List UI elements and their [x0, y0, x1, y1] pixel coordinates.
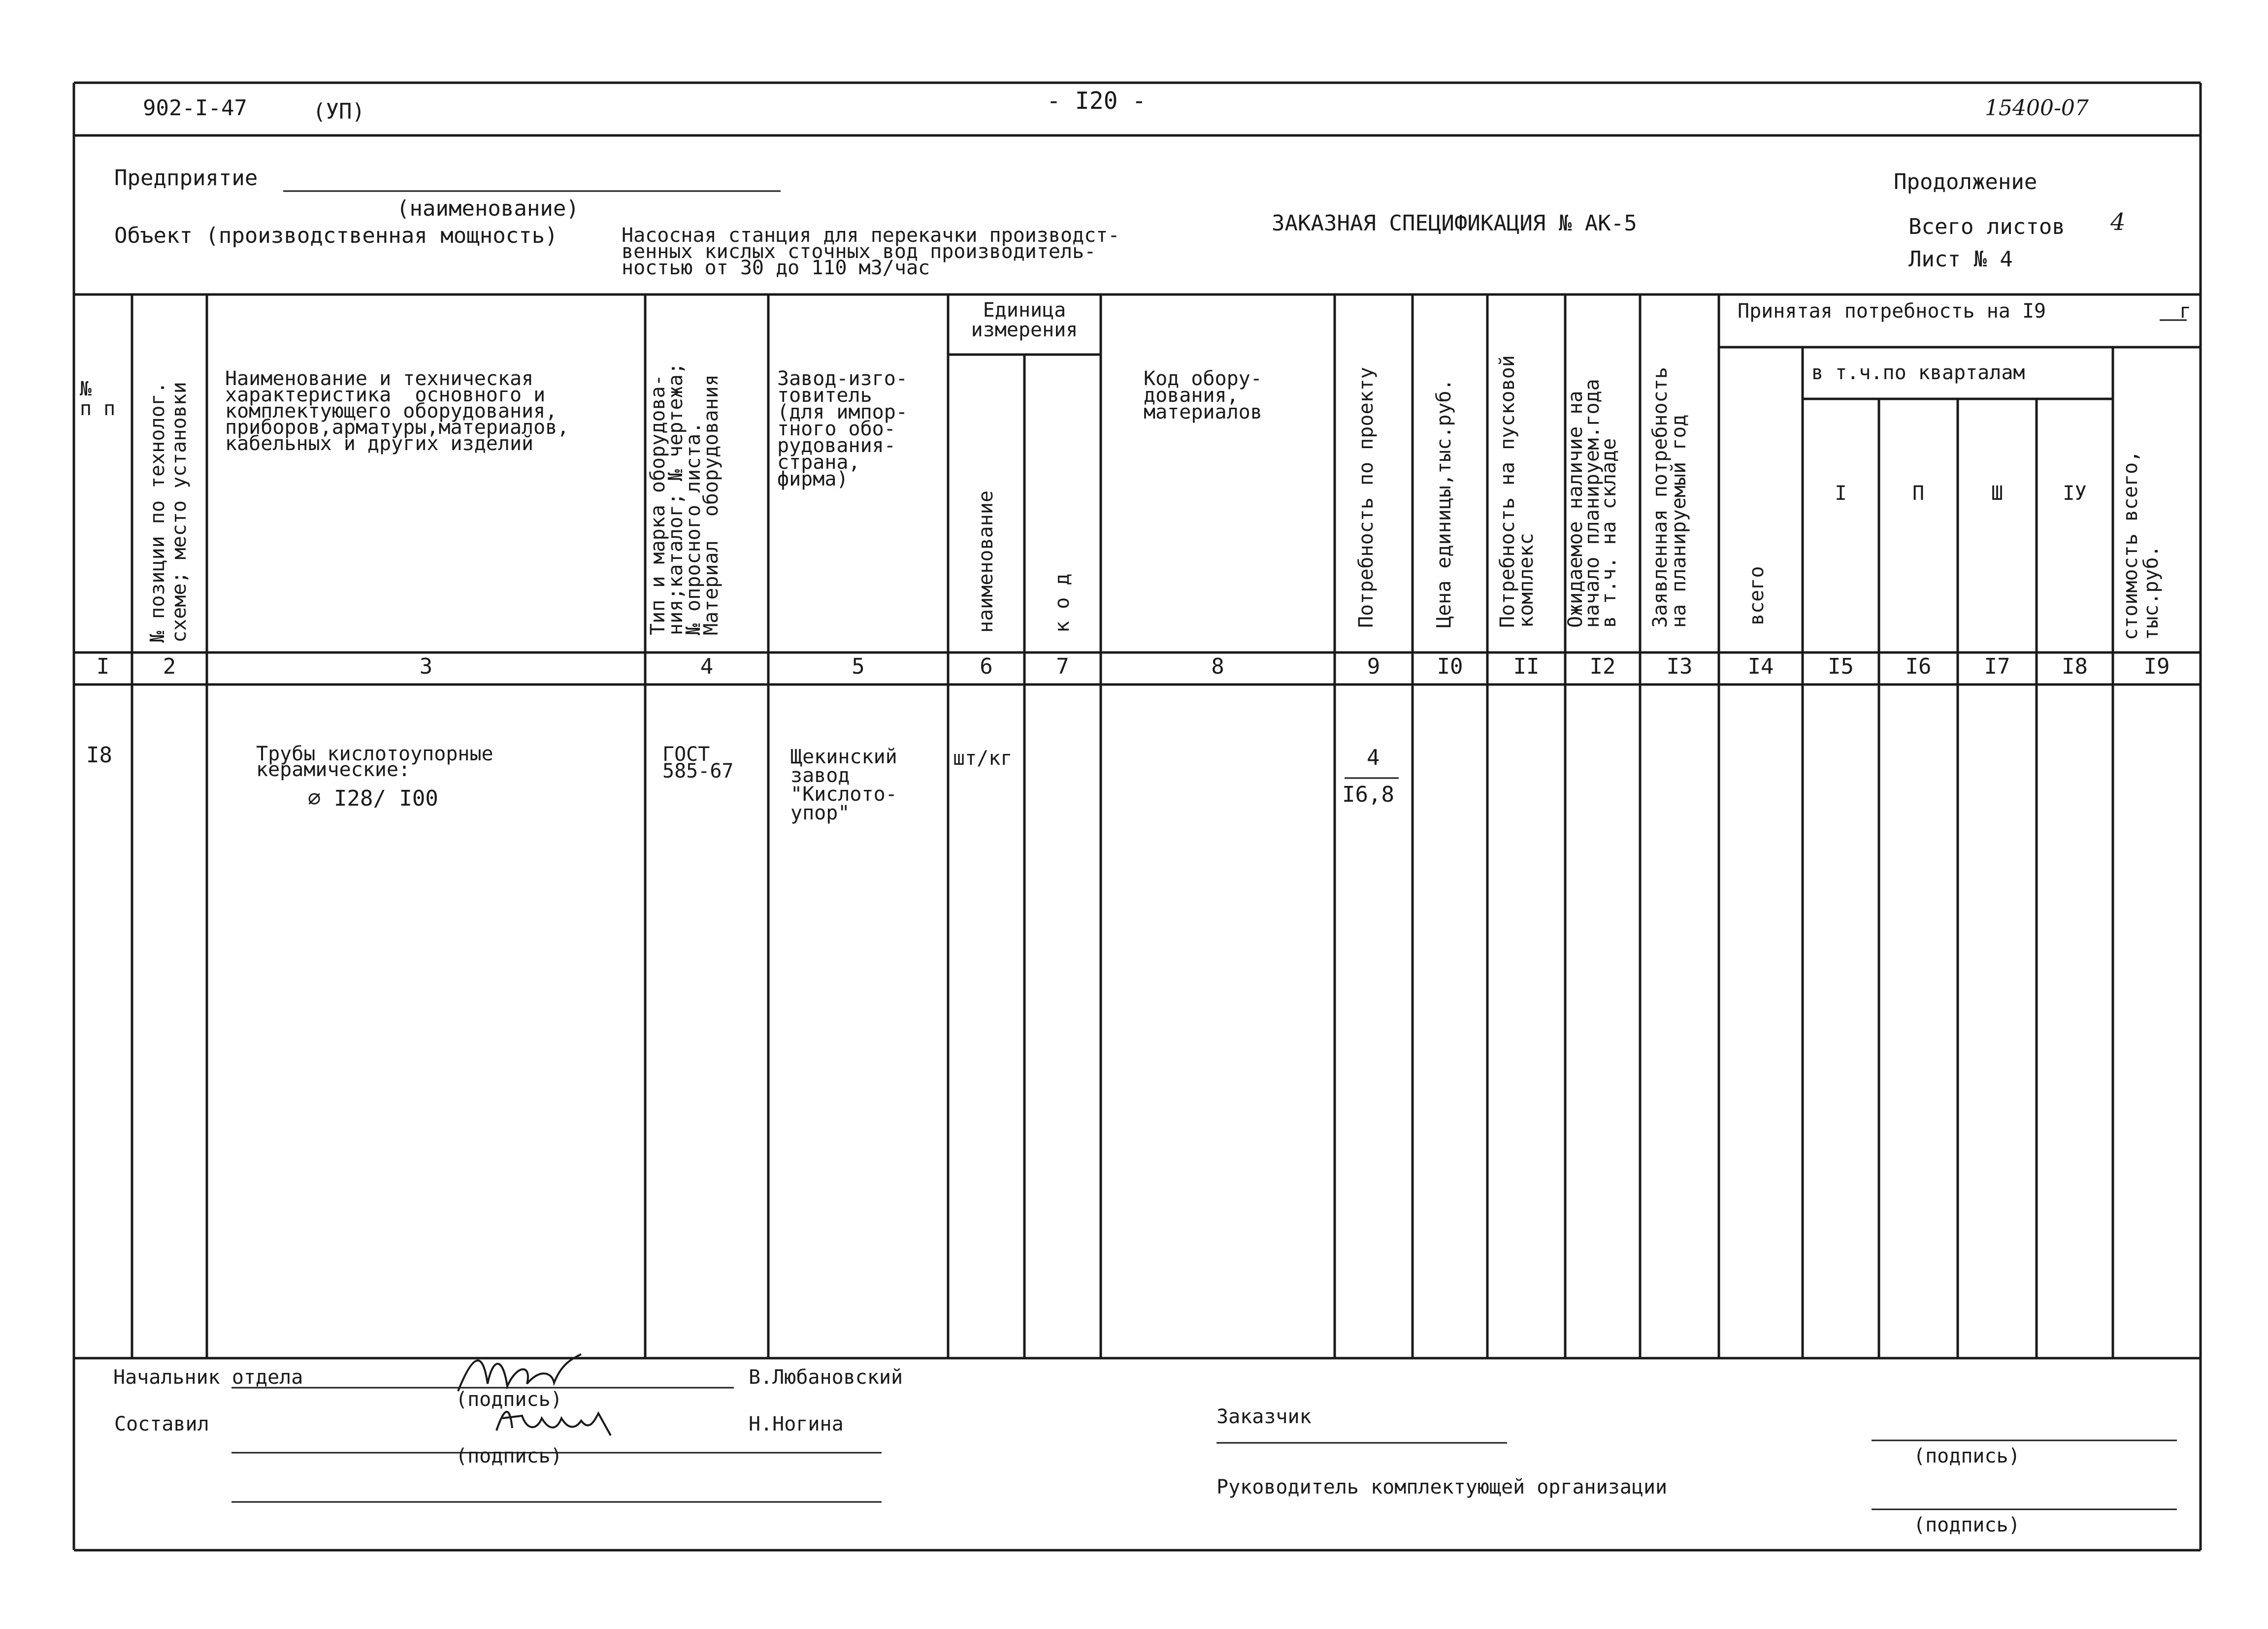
col-header-unit-code: к о д	[1051, 573, 1074, 633]
org-head-label: Руководитель комплектующей организации	[1216, 1476, 1668, 1499]
column-number-5: 5	[852, 654, 865, 679]
col-header-total: всего	[1745, 566, 1768, 625]
row-qty-pieces: 4	[1367, 745, 1380, 770]
total-sheets-label: Всего листов	[1908, 214, 2065, 239]
column-number-1: I	[96, 654, 110, 679]
col-header-total-cost: стоимость всего, тыс.руб.	[2119, 450, 2163, 640]
column-number-19: I9	[2143, 654, 2170, 679]
compiler-name: Н.Ногина	[749, 1413, 844, 1435]
enterprise-label: Предприятие	[114, 165, 258, 191]
col-header-quarter-1: I	[1835, 482, 1847, 505]
col-header-accepted-group: Принятая потребность на I9	[1738, 300, 2046, 323]
row-unit: шт/кг	[953, 747, 1013, 770]
row-item-name: Трубы кислотоупорные керамические:	[256, 743, 493, 781]
continuation-label: Продолжение	[1894, 169, 2038, 195]
col-header-quarter-4: IУ	[2063, 482, 2087, 505]
department-head-name: В.Любановский	[749, 1366, 903, 1389]
compiler-label: Составил	[114, 1413, 209, 1435]
col-header-unit-name: наименование	[975, 490, 997, 633]
col-header-unit-price: Цена единицы,тыс.руб.	[1433, 379, 1455, 628]
col-header-quarter-2: П	[1912, 482, 1925, 505]
col-header-number: № п п	[80, 378, 116, 420]
object-value: Насосная станция для перекачки производст- венных кислых сточных вод производитель- ностью от 30 до 110 м3/час	[622, 224, 1120, 279]
col-header-maker: Завод-изго- товитель (для импор- тного обо- рудования- страна, фирма)	[777, 367, 908, 490]
row-qty-weight: I6,8	[1342, 782, 1394, 807]
row-item-size: ∅ I28/ I00	[308, 786, 438, 811]
enterprise-name-hint: (наименование)	[396, 196, 579, 221]
signature-hint-1: (подпись)	[456, 1388, 562, 1411]
compiler-signature	[493, 1401, 621, 1440]
column-number-7: 7	[1056, 654, 1069, 679]
col-header-type: Тип и марка оборудова- ния;каталог; № чертежа; № опросного листа. Материал оборудования	[647, 362, 723, 635]
col-header-accepted-year-suffix: г	[2179, 300, 2192, 323]
department-head-label: Начальник отдела	[113, 1366, 303, 1389]
row-manufacturer: Щекинский завод "Кислото- упор"	[790, 746, 897, 824]
column-number-2: 2	[163, 654, 176, 679]
col-header-expected-stock: Ожидаемое наличие на начало планируем.года в т.ч. на складе	[1564, 379, 1620, 628]
column-number-18: I8	[2062, 654, 2088, 679]
col-header-name: Наименование и техническая характеристика основного и комплектующего оборудования, приборов,арматуры,материалов, кабельных и других изделий	[225, 367, 569, 455]
signature-hint-2: (подпись)	[456, 1445, 562, 1467]
column-number-10: I0	[1437, 654, 1463, 679]
column-number-11: II	[1513, 654, 1540, 679]
signature-hint-3: (подпись)	[1913, 1445, 2020, 1467]
column-number-9: 9	[1367, 654, 1381, 679]
column-number-3: 3	[419, 654, 433, 679]
row-type-standard: ГОСТ 585-67	[662, 743, 734, 782]
column-number-15: I5	[1828, 654, 1854, 679]
column-number-12: I2	[1589, 654, 1616, 679]
column-number-13: I3	[1666, 654, 1693, 679]
col-header-quarter-3: Ш	[1991, 482, 2004, 505]
col-header-position: № позиции по технолог. схеме; место установки	[146, 382, 191, 643]
sheet-number: Лист № 4	[1908, 247, 2013, 272]
total-sheets-value: 4	[2110, 208, 2126, 236]
col-header-unit-group: Единица измерения	[971, 299, 1078, 341]
col-header-project-need: Потребность по проекту	[1355, 367, 1378, 628]
row-number: I8	[86, 743, 112, 768]
column-number-16: I6	[1905, 654, 1932, 679]
customer-label: Заказчик	[1216, 1405, 1312, 1428]
column-number-14: I4	[1747, 654, 1774, 679]
col-header-startup-need: Потребность на пусковой комплекс	[1496, 355, 1538, 628]
column-number-6: 6	[980, 654, 993, 679]
album-mark: (УП)	[313, 99, 365, 124]
document-code: 902-I-47	[143, 96, 247, 121]
signature-hint-4: (подпись)	[1913, 1514, 2020, 1536]
object-label: Объект (производственная мощность)	[114, 223, 558, 248]
col-header-equipment-code: Код обору- дования, материалов	[1144, 367, 1262, 424]
column-number-8: 8	[1211, 654, 1224, 679]
column-number-17: I7	[1984, 654, 2010, 679]
column-number-4: 4	[700, 654, 714, 679]
col-header-declared-need: Заявленная потребность на планируемый год	[1649, 367, 1690, 628]
col-header-quarters-group: в т.ч.по кварталам	[1811, 361, 2025, 384]
page-number: - I20 -	[1047, 87, 1147, 115]
spec-title: ЗАКАЗНАЯ СПЕЦИФИКАЦИЯ № АК-5	[1272, 211, 1637, 236]
sheet-reference: 15400-07	[1985, 96, 2089, 121]
